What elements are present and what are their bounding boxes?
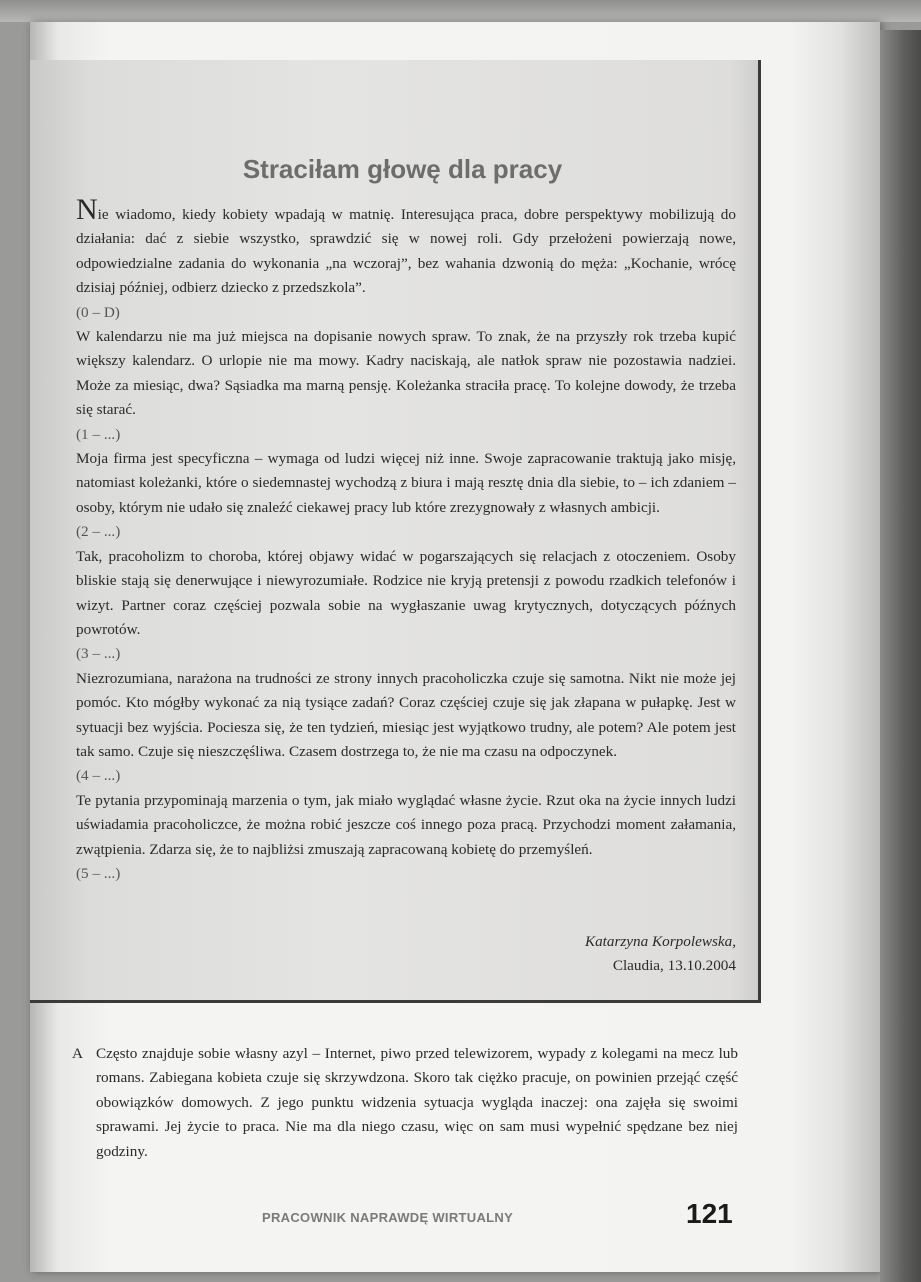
gap-marker-1: (1 – ...) <box>76 425 121 443</box>
article-signature <box>440 930 736 979</box>
intro-paragraph <box>76 193 736 301</box>
paragraph-3: Niezrozumiana, narażona na trudności ze strony innych pracoholiczka czuje się samotna. Nikt nie może jej pomóc. Kto mógłby wykonać za nią tysiące zadań? Coraz częściej czuje się jak złapana w pułapkę. Jest w sytuacji bez wyjścia. Pociesza się, że ten tydzień, miesiąc jest wyjątkowo trudny, ale potem? Ale potem jest tak samo. Czuje się nieszczęśliwa. Czasem dostrzega to, że nie ma czasu na odpoczynek. <box>76 669 736 760</box>
drop-cap: N <box>76 193 98 226</box>
gap-marker-5: (5 – ...) <box>76 864 121 882</box>
scan-top-edge <box>0 0 921 22</box>
article-source: Claudia, 13.10.2004 <box>612 957 736 975</box>
gap-marker-0: (0 – D) <box>76 303 120 321</box>
chapter-footer-label: PRACOWNIK NAPRAWDĘ WIRTUALNY <box>262 1210 514 1225</box>
gap-marker-2: (2 – ...) <box>76 523 121 541</box>
book-spine-edge <box>880 30 921 1282</box>
page-number: 121 <box>686 1198 733 1229</box>
gap-marker-4: (4 – ...) <box>76 767 121 785</box>
answer-option-a <box>72 1042 738 1164</box>
option-letter: A <box>72 1045 83 1062</box>
article-title: Straciłam głowę dla pracy <box>242 154 563 185</box>
gap-marker-3: (3 – ...) <box>76 645 121 663</box>
paragraph-1: Moja firma jest specyficzna – wymaga od ludzi więcej niż inne. Swoje zapracowanie traktują jako misję, natomiast koleżanki, które o siedemnastej wychodzą z biura i mają resztę dnia dla siebie, to – ich zdaniem – osoby, którym nie udało się znaleźć ciekawej pracy lub które zrezygnowały z własnych ambicji. <box>76 450 736 516</box>
article-author: Katarzyna Korpolewska, <box>584 933 736 950</box>
option-text: Często znajduje sobie własny azyl – Internet, piwo przed telewizorem, wypady z kolegami na mecz lub romans. Zabiegana kobieta czuje się skrzywdzona. Skoro tak ciężko pracuje, on powinien przejąć część obowiązków domowych. Z jego punktu widzenia sytuacja wygląda inaczej: ona zajęła się swoimi sprawami. Jej życie to praca. Nie ma dla niego czasu, więc on sam musi wypełnić spędzane bez niej godziny. <box>96 1045 738 1160</box>
paragraph-4: Te pytania przypominają marzenia o tym, jak miało wyglądać własne życie. Rzut oka na życie innych ludzi uświadamia pracoholiczce, że można robić jeszcze coś innego poza pracą. Przychodzi moment załamania, zwątpienia. Zdarza się, że to najbliżsi zmuszają zapracowaną kobietę do przemyśleń. <box>76 791 736 858</box>
article-body <box>76 193 736 886</box>
intro-text: ie wiadomo, kiedy kobiety wpadają w matnię. Interesująca praca, dobre perspektywy mobilizują do działania: dać z siebie wszystko, sprawdzić się w nowej roli. Gdy przełożeni powierzają nowe, odpowiedzialne zadania do wykonania „na wczoraj”, bez wahania dzwonią do męża: „Kochanie, wrócę dzisiaj później, odbierz dziecko z przedszkola”. <box>76 206 736 297</box>
paragraph-2: Tak, pracoholizm to choroba, której objawy widać w pogarszających się relacjach z otoczeniem. Osoby bliskie stają się denerwujące i niewyrozumiałe. Rodzice nie kryją pretensji z powodu rzadkich telefonów i wizyt. Partner coraz częściej pozwala sobie na wygłaszanie uwag krytycznych, dotyczących późnych powrotów. <box>76 547 736 638</box>
paragraph-0: W kalendarzu nie ma już miejsca na dopisanie nowych spraw. To znak, że na przyszły rok trzeba kupić większy kalendarz. O urlopie nie ma mowy. Kadry naciskają, ale natłok spraw nie pozostawia nadziei. Może za miesiąc, dwa? Sąsiadka ma marną pensję. Koleżanka straciła pracę. To kolejne dowody, że trzeba się starać. <box>76 328 736 419</box>
